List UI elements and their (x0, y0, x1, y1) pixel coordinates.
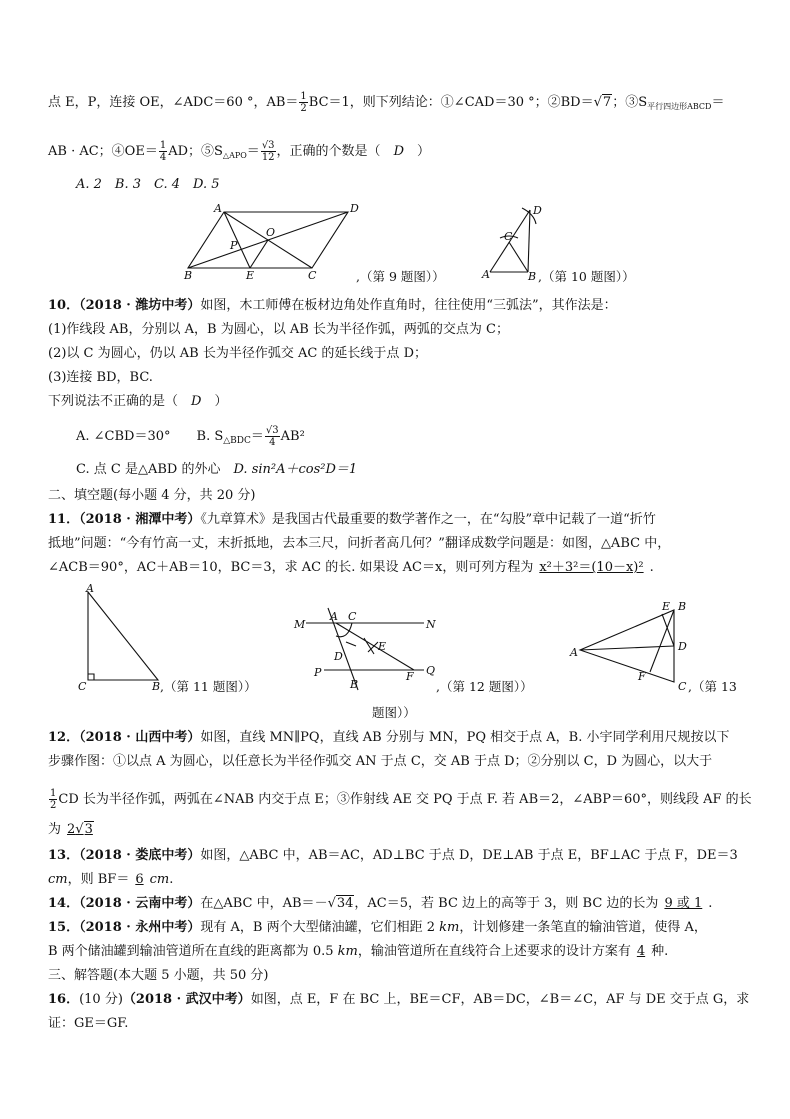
q11-line-1: 11．（2018 · 湘潭中考）《九章算术》是我国古代最重要的数学著作之一，在“勾股”章中记载了一道“折竹 (48, 512, 656, 527)
q12-line-2: 步骤作图：①以点 A 为圆心，以任意长为半径作弧交 AN 于点 C，交 AB 于点 D；②分别以 C，D 为圆心，以大于 (48, 754, 713, 769)
fig9-label-b: B (184, 269, 193, 282)
figure-13-caption-cont: 题图）） (372, 705, 416, 720)
q12-line-4: 为 2√3 (48, 821, 760, 839)
fig9-label-e: E (246, 269, 255, 282)
q10-line-1: 10．（2018 · 潍坊中考）如图，木工师傅在板材边角处作直角时，往往使用“三弧法”，其作法是： (48, 298, 617, 313)
q15-line-1: 15．（2018 · 永州中考）现有 A，B 两个大型储油罐，它们相距 2 km，计划修建一条笔直的输油管道，使得 A， (48, 920, 707, 935)
q11-answer: x²＋3²＝(10－x)² (539, 560, 644, 575)
q10-step-3: (3)连接 BD，BC. (48, 370, 153, 385)
q11-line-3: ∠ACB＝90°，AC＋AB＝10，BC＝3，求 AC 的长. 如果设 AC＝x，则可列方程为 x²＋3²＝(10－x)² . (48, 560, 654, 575)
fig13-label-b: B (678, 600, 687, 613)
section-3-heading: 三、解答题(本大题 5 小题，共 50 分) (48, 968, 269, 983)
fig12-label-f: F (406, 670, 414, 683)
figure-13-isosceles (566, 600, 698, 692)
q10-question: 下列说法不正确的是（ D ） (48, 394, 228, 409)
fig13-label-c: C (678, 680, 687, 693)
fig11-label-b: B (152, 680, 161, 693)
fig12-label-d: D (334, 650, 343, 663)
q12-line-3: $\frac{1}{2}$ CD 长为半径作弧，两弧在∠NAB 内交于点 E；③作射线 AE 交 PQ 于点 F. 若 AB＝2，∠ABP＝60°，则线段 AF 的长 (50, 788, 752, 811)
q13-answer: 6 (135, 872, 144, 887)
figure-10-caption: ,（第 10 题图）） (538, 269, 635, 284)
fig11-label-a: A (86, 582, 94, 595)
figure-11-right-triangle (74, 584, 166, 692)
q10-step-2: (2)以 C 为圆心，仍以 AB 长为半径作弧交 AC 的延长线于点 D； (48, 346, 427, 361)
fig10-label-d: D (533, 204, 542, 217)
q14-answer: 9 或 1 (664, 896, 703, 911)
fig10-label-c: C (504, 230, 513, 243)
q9-line-1: 点 E，P，连接 OE，∠ADC＝60 °，AB＝ $\frac{1}{2}$ BC＝1，则下列结论：①∠CAD＝30 °；②BD＝√7；$③S_{平行四边形ABCD}=$ (48, 91, 725, 114)
figure-9-parallelogram (180, 200, 360, 280)
q15-answer: 4 (636, 944, 646, 959)
fraction-one-half-q12: $\frac{1}{2}$ (50, 788, 57, 811)
fraction-root3-12: $\frac{√3}{12}$ (261, 140, 275, 163)
fig9-label-c: C (308, 269, 317, 282)
q9-answer: D (393, 144, 404, 159)
figure-10-three-arc (478, 202, 542, 283)
fig13-label-d: D (678, 640, 687, 653)
q9-options: A. 2 B. 3 C. 4 D. 5 (76, 177, 220, 192)
q14-line: 14．（2018 · 云南中考）在△ABC 中，AB＝－√34，AC＝5，若 BC 边上的高等于 3，则 BC 边的长为 9 或 1 . (48, 896, 713, 911)
fig13-label-e: E (662, 600, 671, 613)
figure-13-caption: ,（第 13 (688, 679, 737, 694)
figure-11-caption: ,（第 11 题图）） (160, 679, 257, 694)
q13-line-1: 13．（2018 · 娄底中考）如图，△ABC 中，AB＝AC，AD⊥BC 于点 D，DE⊥AB 于点 E，BF⊥AC 于点 F，DE＝3 (48, 848, 738, 863)
fraction-one-quarter: $\frac{1}{4}$ (159, 140, 167, 163)
fraction-one-half: $\frac{1}{2}$ (300, 91, 307, 114)
q11-line-2: 抵地”问题：“今有竹高一丈，末折抵地，去本三尺，问折者高几何？”翻译成数学问题是：如图，△ABC 中， (48, 536, 671, 551)
q16-line-2: 证：GE＝GF. (48, 1016, 129, 1031)
figure-12-parallel-lines (288, 604, 440, 690)
fig9-label-a: A (214, 202, 222, 215)
q10-options-cd: C. 点 C 是△ABD 的外心 D. sin²A＋cos²D＝1 (76, 462, 358, 477)
fig11-label-c: C (78, 680, 87, 693)
figure-12-caption: ,（第 12 题图）） (436, 679, 533, 694)
fraction-root3-4: $\frac{√3}{4}$ (265, 425, 279, 448)
fig12-label-b: B (350, 678, 359, 691)
q10-step-1: (1)作线段 AB，分别以 A，B 为圆心，以 AB 长为半径作弧，两弧的交点为 C； (48, 322, 509, 337)
q10-options-ab: A. ∠CBD＝30° B. $S_{\triangle BDC}=$ $\frac{√3}{4}$ AB² (76, 425, 305, 448)
section-2-heading: 二、填空题(每小题 4 分，共 20 分) (48, 488, 256, 503)
fig10-label-a: A (482, 268, 490, 281)
fig12-label-e: E (378, 640, 387, 653)
fig13-label-a: A (570, 646, 578, 659)
fig12-label-c: C (348, 610, 357, 623)
q12-answer: 2√3 (67, 822, 93, 837)
q16-line-1: 16．(10 分)（2018 · 武汉中考）如图，点 E，F 在 BC 上，BE＝CF，AB＝DC，∠B＝∠C，AF 与 DE 交于点 G，求 (48, 992, 750, 1007)
q15-line-2: B 两个储油罐到输油管道所在直线的距离都为 0.5 km，输油管道所在直线符合上述要求的设计方案有 4 种. (48, 944, 669, 959)
q12-line-1: 12．（2018 · 山西中考）如图，直线 MN∥PQ，直线 AB 分别与 MN，PQ 相交于点 A，B. 小宇同学利用尺规按以下 (48, 730, 730, 745)
fig12-label-m: M (294, 618, 306, 631)
fig12-label-n: N (426, 618, 436, 631)
q9-line-2: AB · AC；④OE＝ $\frac{1}{4}$ AD；$⑤S_{\triangle APO}=$ $\frac{√3}{12}$ ，正确的个数是（ D ） (48, 140, 431, 163)
fig12-label-a: A (330, 610, 338, 623)
q13-line-2: cm，则 BF＝ 6 cm. (48, 872, 174, 887)
figure-9-caption: ,（第 9 题图）） (356, 269, 445, 284)
fig13-label-f: F (638, 670, 646, 683)
fig10-label-b: B (528, 270, 537, 283)
fig12-label-q: Q (426, 664, 436, 677)
q10-answer: D (191, 394, 202, 409)
fig12-label-p: P (314, 666, 322, 679)
fig9-label-p: P (230, 239, 238, 252)
fig9-label-o: O (266, 226, 276, 239)
fig9-label-d: D (350, 202, 359, 215)
